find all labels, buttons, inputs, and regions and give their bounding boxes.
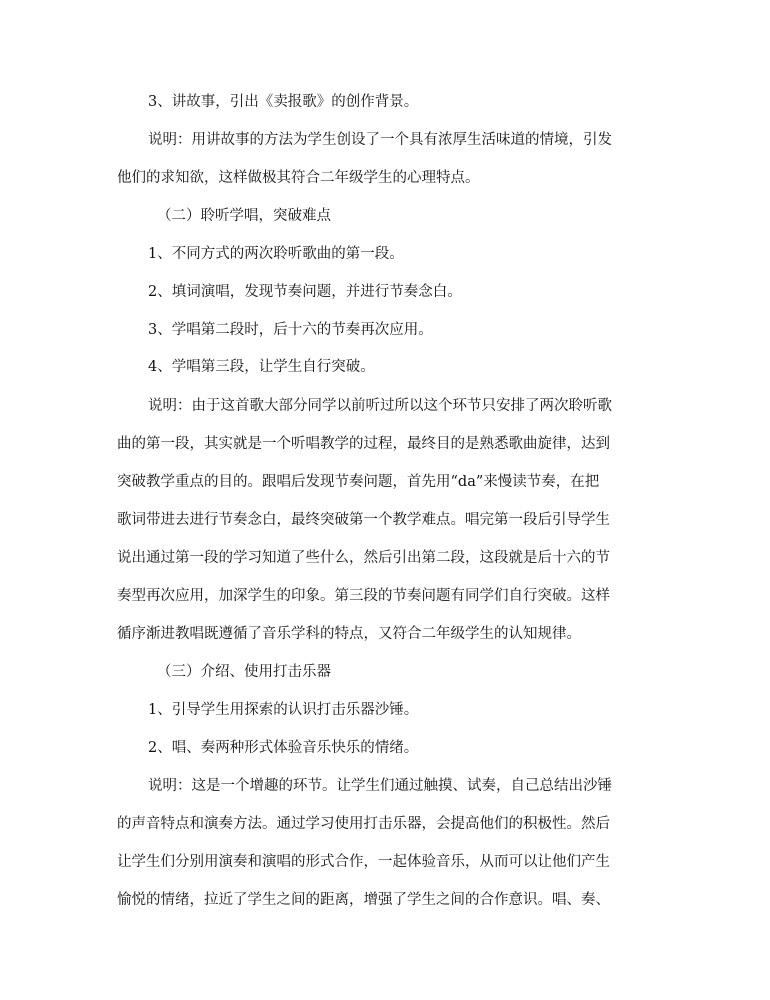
list-item-2: 2、唱、奏两种形式体验音乐快乐的情绪。 <box>148 740 419 756</box>
list-item-4: 4、学唱第三段，让学生自行突破。 <box>148 359 375 375</box>
section-heading-two: （二）聆听学唱，突破难点 <box>157 208 331 224</box>
note-paragraph-line: 奏型再次应用，加深学生的印象。第三段的节奏问题有同学们自行突破。这样 <box>117 588 610 604</box>
note-paragraph-line: 说明：用讲故事的方法为学生创设了一个具有浓厚生活味道的情境，引发 <box>148 132 612 148</box>
list-item-2: 2、填词演唱，发现节奏问题，并进行节奏念白。 <box>148 284 462 300</box>
note-paragraph-line: 的声音特点和演奏方法。通过学习使用打击乐器，会提高他们的积极性。然后 <box>117 816 610 832</box>
list-item-1: 1、引导学生用探索的认识打击乐器沙锤。 <box>148 702 419 718</box>
note-paragraph-line: 突破教学重点的目的。跟唱后发现节奏问题，首先用“da”来慢读节奏，在把 <box>117 474 600 490</box>
list-item-story: 3、讲故事，引出《卖报歌》的创作背景。 <box>148 94 419 110</box>
section-heading-three: （三）介绍、使用打击乐器 <box>157 664 331 680</box>
list-item-3: 3、学唱第二段时，后十六的节奏再次应用。 <box>148 322 433 338</box>
note-paragraph-line: 说明：由于这首歌大部分同学以前听过所以这个环节只安排了两次聆听歌 <box>148 398 612 414</box>
note-paragraph-line: 曲的第一段，其实就是一个听唱教学的过程，最终目的是熟悉歌曲旋律，达到 <box>117 436 610 452</box>
note-paragraph-line: 说出通过第一段的学习知道了些什么，然后引出第二段，这段就是后十六的节 <box>117 550 610 566</box>
list-item-1: 1、不同方式的两次聆听歌曲的第一段。 <box>148 246 404 262</box>
note-paragraph-line: 歌词带进去进行节奏念白，最终突破第一个教学难点。唱完第一段后引导学生 <box>117 512 610 528</box>
note-paragraph-line: 让学生们分别用演奏和演唱的形式合作，一起体验音乐，从而可以让他们产生 <box>117 854 610 870</box>
note-paragraph-line: 说明：这是一个增趣的环节。让学生们通过触摸、试奏，自己总结出沙锤 <box>148 778 612 794</box>
note-paragraph-line: 他们的求知欲，这样做极其符合二年级学生的心理特点。 <box>117 170 480 186</box>
note-paragraph-line: 愉悦的情绪，拉近了学生之间的距离，增强了学生之间的合作意识。唱、奏、 <box>117 892 610 908</box>
note-paragraph-line: 循序渐进教唱既遵循了音乐学科的特点，又符合二年级学生的认知规律。 <box>117 626 581 642</box>
